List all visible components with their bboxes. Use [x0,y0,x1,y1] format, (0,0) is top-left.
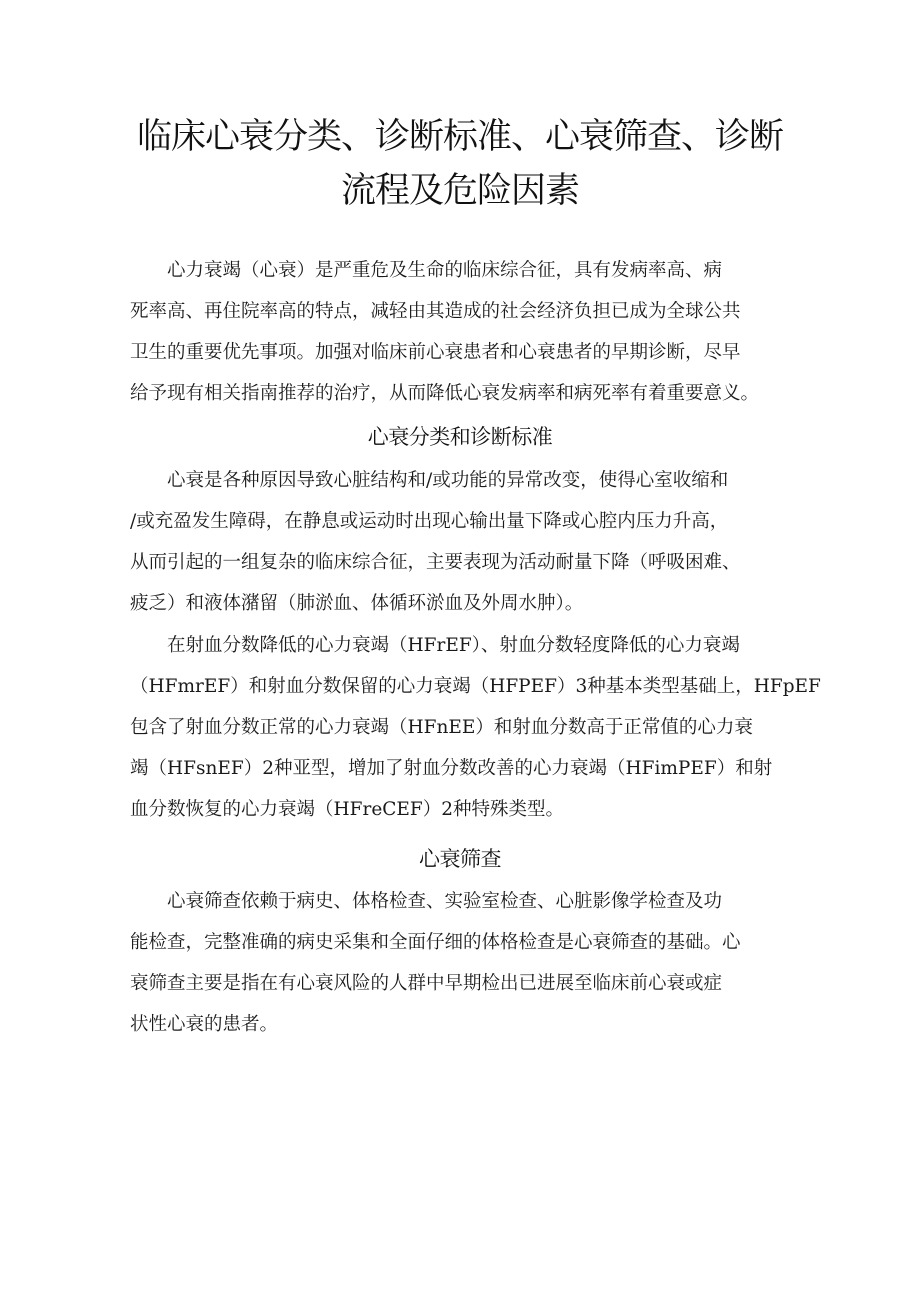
paragraph-line: 心衰是各种原因导致心脏结构和/或功能的异常改变，使得心室收缩和 [130,470,729,491]
intro-line: 给予现有相关指南推荐的治疗，从而降低心衰发病率和病死率有着重要意义。 [130,383,760,404]
paragraph-line: 疲乏）和液体潴留（肺淤血、体循环淤血及外周水肿）。 [130,593,584,614]
paragraph-line: 血分数恢复的心力衰竭（HFreCEF）2种特殊类型。 [130,799,565,820]
paragraph-line: 在射血分数降低的心力衰竭（HFrEF）、射血分数轻度降低的心力衰竭 [130,635,740,656]
paragraph-line: （HFmrEF）和射血分数保留的心力衰竭（HFPEF）3种基本类型基础上，HFpEF [130,676,821,697]
paragraph-line: 竭（HFsnEF）2种亚型，增加了射血分数改善的心力衰竭（HFimPEF）和射 [130,758,773,779]
paragraph-line: 从而引起的一组复杂的临床综合征，主要表现为活动耐量下降（呼吸困难、 [130,552,741,573]
paragraph-line: 包含了射血分数正常的心力衰竭（HFnEE）和射血分数高于正常值的心力衰 [130,717,753,738]
title-line-2: 流程及危险因素 [340,171,579,211]
paragraph-line: 衰筛查主要是指在有心衰风险的人群中早期检出已进展至临床前心衰或症 [130,973,723,994]
intro-line: 死率高、再住院率高的特点，减轻由其造成的社会经济负担已成为全球公共 [130,301,741,322]
document-title [120,110,800,218]
paragraph-line: 状性心衰的患者。 [130,1014,279,1035]
paragraph-line: 心衰筛查依赖于病史、体格检查、实验室检查、心脏影像学检查及功 [130,891,723,912]
intro-paragraph [130,250,790,414]
section-heading-classification: 心衰分类和诊断标准 [367,425,553,449]
screening-paragraph [130,881,790,1045]
intro-line: 心力衰竭（心衰）是严重危及生命的临床综合征，具有发病率高、病 [130,260,723,281]
title-line-1: 临床心衰分类、诊断标准、心衰筛查、诊断 [136,117,783,157]
classification-paragraph-1 [130,460,790,624]
intro-line: 卫生的重要优先事项。加强对临床前心衰患者和心衰患者的早期诊断，尽早 [130,342,741,363]
section-heading-screening: 心衰筛查 [419,847,501,871]
classification-paragraph-2 [130,625,821,830]
paragraph-line: 能检查，完整准确的病史采集和全面仔细的体格检查是心衰筛查的基础。心 [130,932,741,953]
paragraph-line: /或充盈发生障碍，在静息或运动时出现心输出量下降或心腔内压力升高， [130,511,729,532]
